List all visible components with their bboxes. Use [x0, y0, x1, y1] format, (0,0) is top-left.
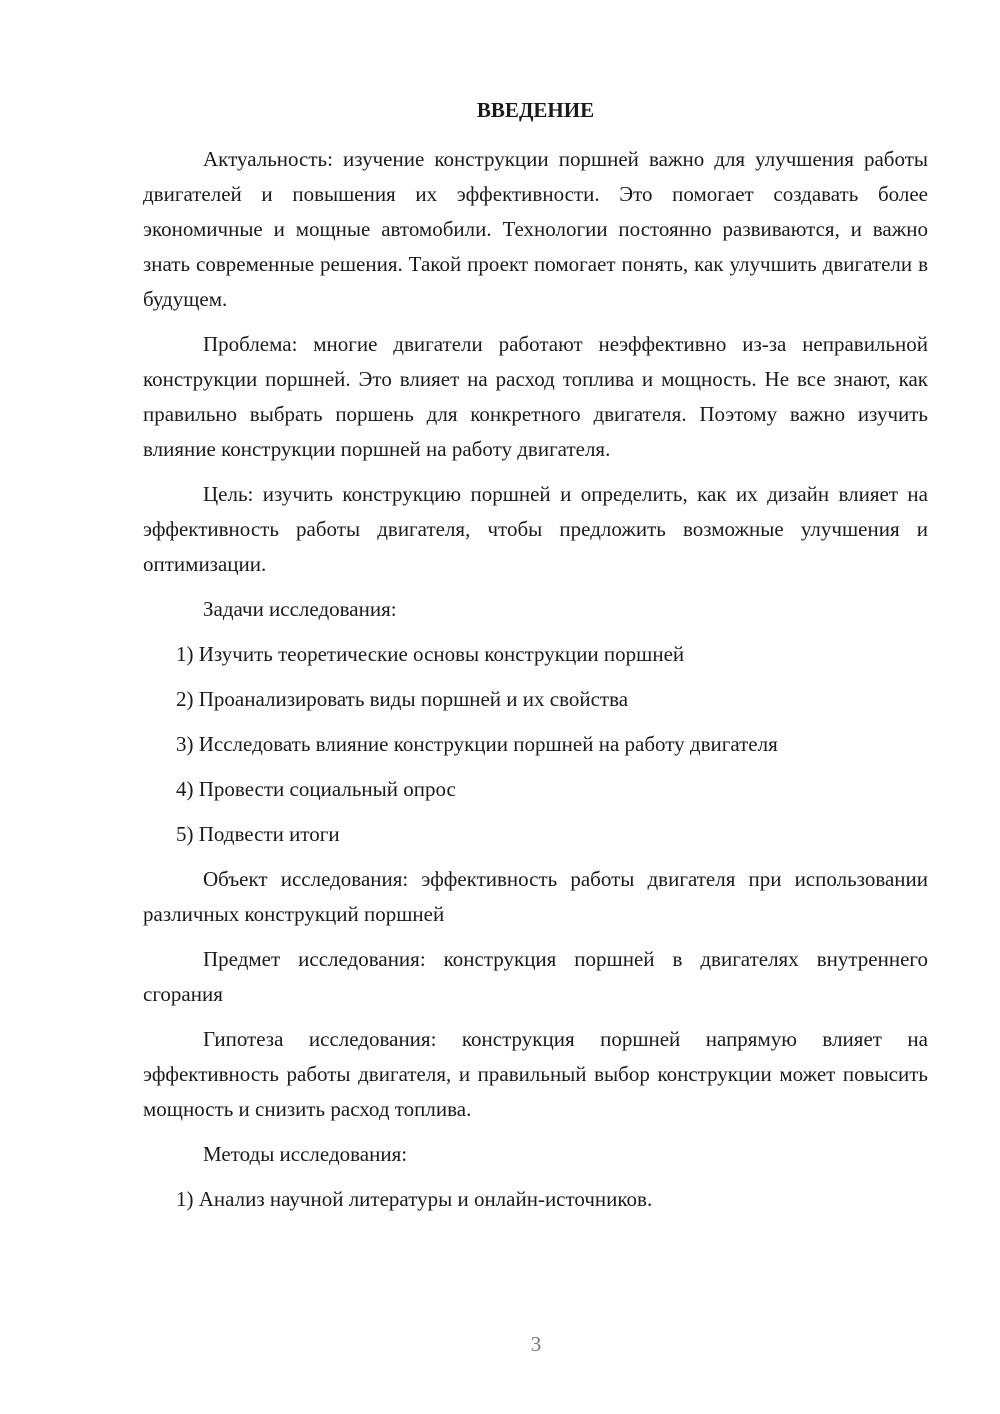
object-paragraph: Объект исследования: эффективность работы двигателя при использовании различных конструкций поршней	[143, 867, 928, 926]
page-number: 3	[530, 1332, 542, 1356]
goal-paragraph: Цель: изучить конструкцию поршней и определить, как их дизайн влияет на эффективность работы двигателя, чтобы предложить возможные улучшения и оптимизации.	[143, 482, 928, 576]
section-title: ВВЕДЕНИЕ	[476, 98, 595, 122]
list-item: 1) Изучить теоретические основы конструкции поршней	[176, 642, 685, 666]
methods-heading: Методы исследования:	[203, 1142, 408, 1166]
tasks-list	[143, 637, 928, 852]
list-item: 2) Проанализировать виды поршней и их свойства	[176, 687, 629, 711]
relevance-paragraph: Актуальность: изучение конструкции поршней важно для улучшения работы двигателей и повышения их эффективности. Это помогает создавать более экономичные и мощные автомобили. Технологии постоянно развиваются, и важно знать современные решения. Такой проект помогает понять, как улучшить двигатели в будущем.	[143, 147, 928, 311]
list-item: 5) Подвести итоги	[176, 822, 340, 846]
list-item: 1) Анализ научной литературы и онлайн-источников.	[176, 1187, 653, 1211]
document-page	[143, 95, 928, 1227]
problem-paragraph: Проблема: многие двигатели работают неэффективно из-за неправильной конструкции поршней. Это влияет на расход топлива и мощность. Не все знают, как правильно выбрать поршень для конкретного двигателя. Поэтому важно изучить влияние конструкции поршней на работу двигателя.	[143, 332, 928, 461]
methods-list	[143, 1182, 928, 1217]
tasks-heading: Задачи исследования:	[203, 597, 397, 621]
subject-paragraph: Предмет исследования: конструкция поршней в двигателях внутреннего сгорания	[143, 947, 928, 1006]
list-item: 4) Провести социальный опрос	[176, 777, 456, 801]
list-item: 3) Исследовать влияние конструкции поршней на работу двигателя	[176, 732, 778, 756]
hypothesis-paragraph: Гипотеза исследования: конструкция поршней напрямую влияет на эффективность работы двигателя, и правильный выбор конструкции может повысить мощность и снизить расход топлива.	[143, 1027, 928, 1121]
